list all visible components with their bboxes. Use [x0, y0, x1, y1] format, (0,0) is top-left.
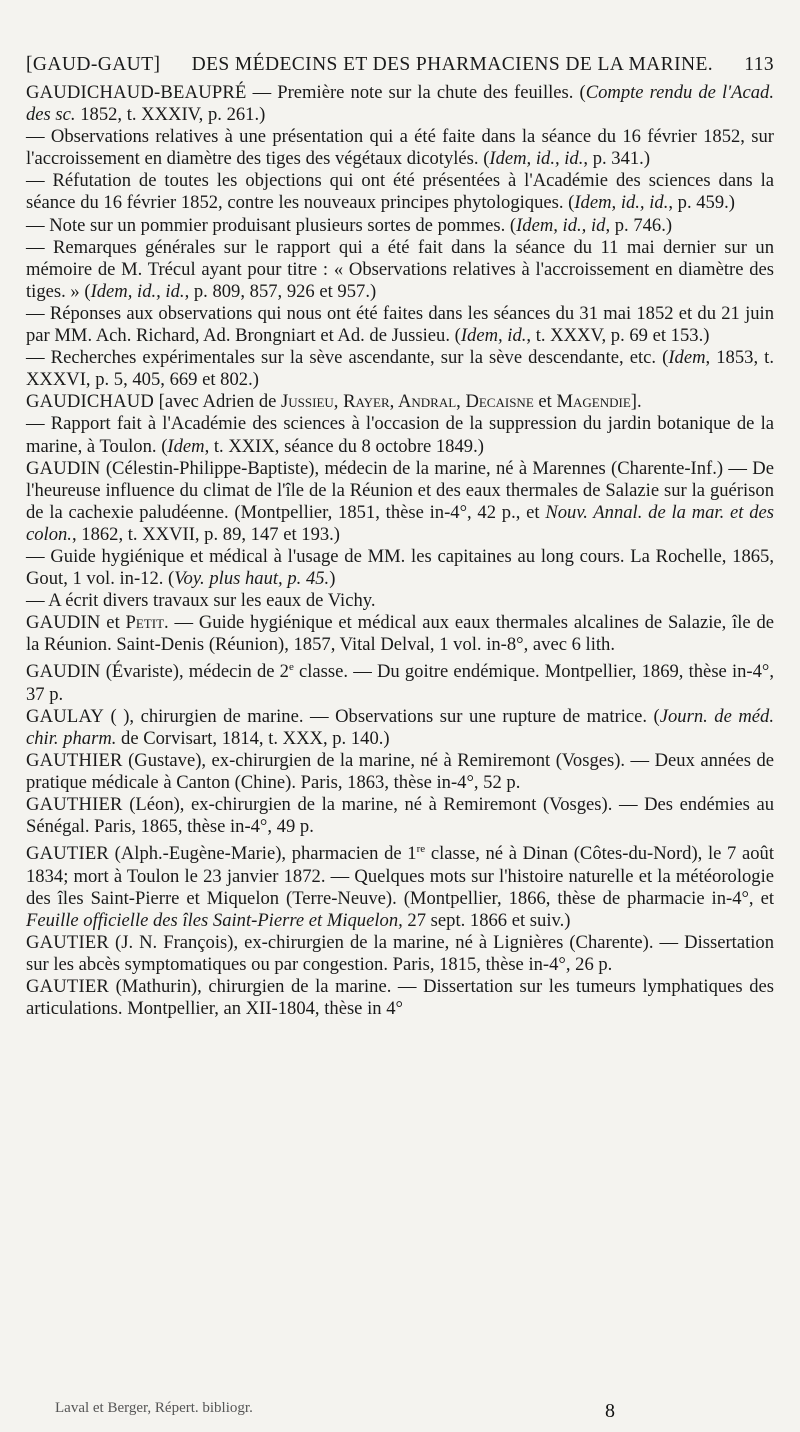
running-head	[26, 54, 774, 76]
entry-text: 1852, t. XXXIV, p. 261.)	[75, 104, 266, 126]
bibliography-entry	[26, 656, 774, 705]
entry-citation: Voy. plus haut, p. 45.	[174, 568, 330, 590]
entry-text: (Célestin-Philippe-Baptiste), médecin de la marine, né à Marennes (Charente-Inf.) — De l'heureuse influence du climat de l'île de la Réunion et des eaux thermales de Salazie sur la guérison de la cachexie paludéenne. (Montpellier, 1851, thèse in-4°, 42 p., et	[26, 457, 774, 523]
page-number: 113	[744, 54, 774, 75]
entry-author: GAULAY	[26, 705, 104, 727]
entry-text: et	[533, 391, 557, 413]
bibliography-entry	[26, 458, 774, 546]
entry-author: GAUTIER	[26, 931, 109, 953]
entry-text: — Remarques générales sur le rapport qui a été fait dans la séance du 11 mai dernier sur un mémoire de M. Trécul ayant pour titre : « Observations relatives à l'accroissement en diamètre des tiges. » (	[26, 236, 774, 302]
bibliography-entry	[26, 794, 774, 838]
bibliography-entry	[26, 750, 774, 794]
entry-author: GAUDIN	[26, 661, 101, 683]
entry-text: — Observations relatives à une présentation qui a été faite dans la séance du 16 février 1852, sur l'accroissement en diamètre des tiges des végétaux dicotylés. (	[26, 126, 774, 170]
signature-mark: 8	[605, 1400, 615, 1422]
entry-citation: Idem, id., id.	[574, 192, 669, 214]
entry-text: re	[416, 843, 426, 856]
entry-citation: Idem, id., id.	[489, 148, 584, 170]
entry-author: GAUTHIER	[26, 794, 123, 816]
bibliography-entry	[26, 215, 774, 237]
entry-citation: Idem, id., id.	[90, 280, 185, 302]
entry-citation: Nouv. Annal. de la mar. et des colon.	[26, 501, 774, 545]
entry-text: , 1853, t. XXXVI, p. 5, 405, 669 et 802.)	[26, 347, 774, 391]
entry-text: e	[288, 661, 294, 674]
entry-text: — A écrit divers travaux sur les eaux de Vichy.	[26, 590, 376, 612]
entry-text: , 1862, t. XXVII, p. 89, 147 et 193.)	[71, 523, 340, 545]
entry-text: — Note sur un pommier produisant plusieurs sortes de pommes. (	[26, 214, 517, 236]
bibliography-entry	[26, 126, 774, 170]
entry-text: , p. 809, 857, 926 et 957.)	[184, 280, 377, 302]
bibliography-entry	[26, 612, 774, 656]
entry-author: GAUDICHAUD	[26, 391, 155, 413]
entry-citation: Idem, id.	[460, 325, 527, 347]
entry-text: (J. N. François), ex-chirurgien de la marine, né à Lignières (Charente). — Dissertation sur les abcès symptomatiques ou par congestion. Paris, 1815, thèse in-4°, 26 p.	[26, 931, 774, 976]
page-footer	[0, 1400, 800, 1423]
bibliography-entry	[26, 303, 774, 347]
bibliography-entry	[26, 170, 774, 214]
entry-text: Petit	[125, 612, 165, 634]
entry-text: — Réfutation de toutes les objections qui ont été présentées à l'Académie des sciences dans la séance du 16 février 1852, contre les nouveaux principes phytologiques. (	[26, 170, 774, 214]
entry-citation: Compte rendu de l'Acad. des sc.	[26, 82, 774, 126]
entry-text: — Rapport fait à l'Académie des sciences à l'occasion de la suppression du jardin botanique de la marine, à Toulon. (	[26, 413, 774, 457]
entry-text: , t. XXIX, séance du 8 octobre 1849.)	[204, 435, 484, 457]
entry-text: ].	[630, 391, 642, 413]
bibliography-entry	[26, 932, 774, 976]
entry-text: — Réponses aux observations qui nous ont été faites dans les séances du 31 mai 1852 et du 21 juin par MM. Ach. Richard, Ad. Brongniart et Ad. de Jussieu. (	[26, 302, 774, 347]
bibliography-entry	[26, 391, 774, 413]
bibliography-entries	[26, 82, 774, 1020]
entry-text: ( ), chirurgien de marine. — Observations sur une rupture de matrice. (	[104, 705, 660, 727]
bibliography-entry	[26, 706, 774, 750]
entry-text: 27 sept. 1866 et suiv.)	[402, 909, 571, 931]
bibliography-entry	[26, 237, 774, 303]
entry-text: (Alph.-Eugène-Marie), pharmacien de 1	[109, 843, 417, 865]
entry-text: — Recherches expérimentales sur la sève ascendante, sur la sève descendante, etc. (	[26, 347, 669, 369]
entry-text: classe, né à Dinan (Côtes-du-Nord), le 7 août 1834; mort à Toulon le 23 janvier 1872. — Quelques mots sur l'histoire naturelle et la météorologie des îles Saint-Pierre et Miquelon (Terre-Neuve). (Montpellier, 1866, thèse de pharmacie in-4°, et	[26, 843, 774, 909]
entry-text: , p. 341.)	[583, 148, 651, 170]
bibliography-entry	[26, 590, 774, 612]
entry-text: , p. 459.)	[668, 192, 735, 214]
entry-text: — Première note sur la chute des feuilles. (	[246, 82, 586, 103]
entry-author: GAUDICHAUD-BEAUPRÉ	[26, 82, 247, 103]
entry-author: GAUTIER	[26, 976, 109, 998]
entry-text: (Léon), ex-chirurgien de la marine, né à Remiremont (Vosges). — Des endémies au Sénégal. Paris, 1865, thèse in-4°, 49 p.	[26, 794, 774, 838]
entry-text: — Guide hygiénique et médical à l'usage de MM. les capitaines au long cours. La Rochelle, 1865, Gout, 1 vol. in-12. (	[26, 545, 774, 590]
entry-citation: Idem	[167, 435, 205, 457]
bibliography-entry	[26, 546, 774, 590]
entry-citation: Feuille officielle des îles Saint-Pierre et Miquelon,	[26, 909, 403, 931]
footer-imprint: Laval et Berger, Répert. bibliogr.	[55, 1400, 253, 1416]
entry-text: , p. 746.)	[605, 214, 673, 236]
entry-text: . — Guide hygiénique et médical aux eaux thermales alcalines de Salazie, île de la Réunion. Saint-Denis (Réunion), 1857, Vital Delval, 1 vol. in-8°, avec 6 lith.	[26, 612, 774, 656]
running-head-title: DES MÉDECINS ET DES PHARMACIENS DE LA MARINE.	[191, 54, 714, 75]
entry-text: et	[100, 612, 126, 634]
entry-text: (Évariste), médecin de 2	[100, 661, 289, 683]
entry-text: (Gustave), ex-chirurgien de la marine, né à Remiremont (Vosges). — Deux années de pratique médicale à Canton (Chine). Paris, 1863, thèse in-4°, 52 p.	[26, 750, 774, 794]
bibliography-entry	[26, 82, 774, 126]
entry-citation: Idem	[668, 347, 706, 369]
entry-text: de Corvisart, 1814, t. XXX, p. 140.)	[116, 727, 390, 749]
entry-text: Magendie	[556, 391, 631, 413]
entry-text: )	[329, 568, 336, 590]
entry-text: , t. XXXV, p. 69 et 153.)	[526, 325, 710, 347]
entry-text: Jussieu, Rayer, Andral, Decaisne	[281, 391, 534, 413]
entry-author: GAUDIN	[26, 457, 101, 479]
entry-text: [avec Adrien de	[154, 391, 282, 413]
entry-text: classe. — Du goitre endémique. Montpellier, 1869, thèse in-4°, 37 p.	[26, 661, 774, 705]
entry-citation: Idem, id., id	[516, 214, 606, 236]
entry-author: GAUTIER	[26, 843, 109, 865]
bibliography-entry	[26, 347, 774, 391]
entry-author: GAUDIN	[26, 612, 101, 634]
running-head-left: [GAUD-GAUT]	[26, 54, 161, 75]
bibliography-entry	[26, 413, 774, 457]
bibliography-entry	[26, 976, 774, 1020]
entry-citation: Journ. de méd. chir. pharm.	[26, 705, 774, 749]
entry-author: GAUTHIER	[26, 750, 123, 771]
bibliography-entry	[26, 838, 774, 932]
entry-text: (Mathurin), chirurgien de la marine. — Dissertation sur les tumeurs lymphatiques des articulations. Montpellier, an XII-1804, thèse in 4°	[26, 976, 774, 1020]
